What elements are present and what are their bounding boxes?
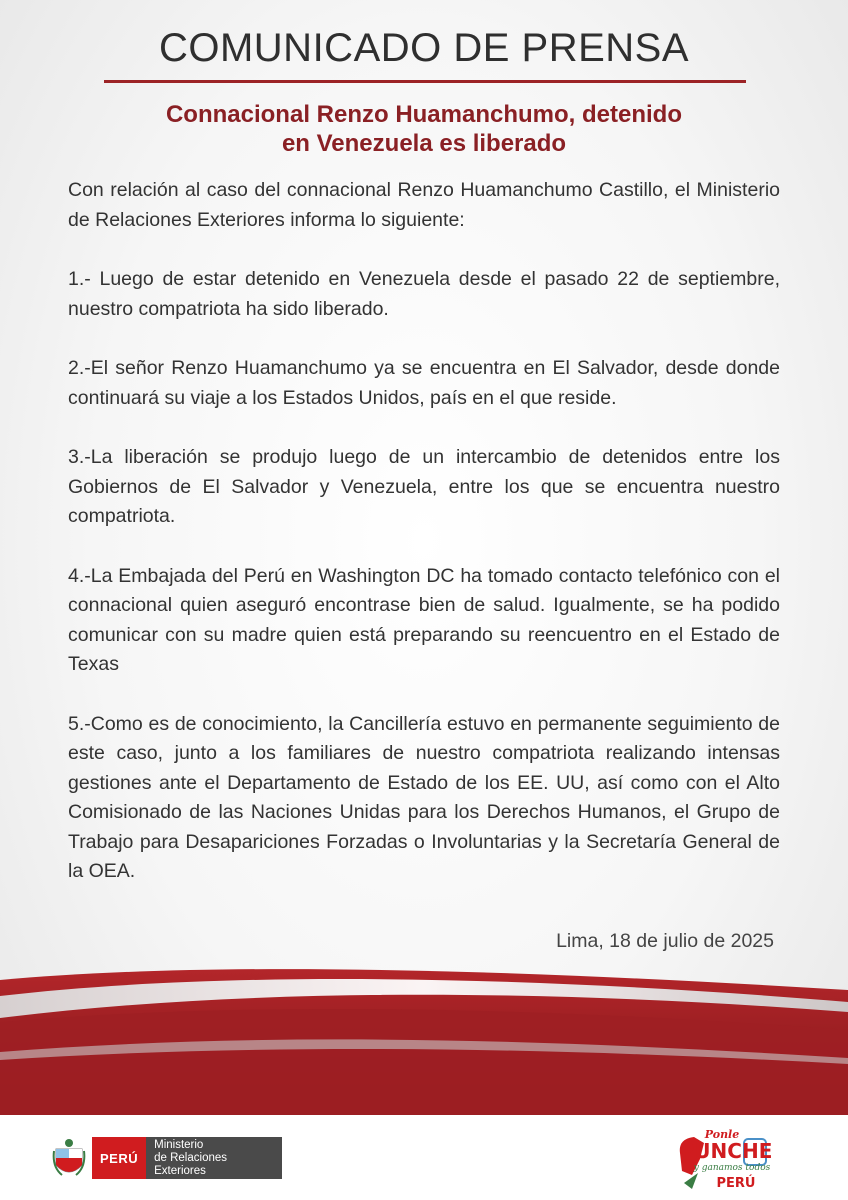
headline xyxy=(90,100,758,158)
title-divider xyxy=(104,80,746,83)
tagline-text: y ganamos todos xyxy=(693,1163,771,1173)
paragraph-5: 5.-Como es de conocimiento, la Cancillería estuvo en permanente seguimiento de este caso, junto a los familiares de nuestro compatriota realizando intensas gestiones ante el Departamento de Estado de los EE. UU, así como con el Alto Comisionado de las Naciones Unidas para los Derechos Humanos, el Grupo de Trabajo para Desapariciones Forzadas o Involuntarias y la Secretaría General de la OEA. xyxy=(68,712,780,882)
paragraph-1: 1.- Luego de estar detenido en Venezuela desde el pasado 22 de septiembre, nuestro compatriota ha sido liberado. xyxy=(68,268,780,320)
punche-text: PUNCHE xyxy=(679,1139,773,1163)
ministry-name xyxy=(146,1137,282,1179)
ponle-punche-peru-logo xyxy=(670,1125,774,1197)
peru-label: PERÚ xyxy=(92,1137,146,1179)
press-release-body xyxy=(68,176,780,887)
ministry-logo xyxy=(52,1137,282,1179)
headline-line-1: Connacional Renzo Huamanchumo, detenido xyxy=(165,101,683,128)
paragraph-3: 3.-La liberación se produjo luego de un intercambio de detenidos entre los Gobiernos de El Salvador y Venezuela, entre los que se encuentra nuestro compatriota. xyxy=(68,446,780,527)
headline-line-2: en Venezuela es liberado xyxy=(281,130,567,157)
paragraph-4: 4.-La Embajada del Perú en Washington DC ha tomado contacto telefónico con el connacional quien aseguró encontrase bien de salud. Igualmente, se ha podido comunicar con su madre quien está preparando su reencuentro en el Estado de Texas xyxy=(68,564,780,675)
dateline: Lima, 18 de julio de 2025 xyxy=(556,930,774,952)
page-title: COMUNICADO DE PRENSA xyxy=(158,26,690,70)
ponle-text: Ponle xyxy=(704,1128,740,1141)
red-wave-decoration xyxy=(0,960,848,1120)
peru-campaign-text: PERÚ xyxy=(716,1176,756,1191)
intro-paragraph: Con relación al caso del connacional Renzo Huamanchumo Castillo, el Ministerio de Relaciones Exteriores informa lo siguiente: xyxy=(68,179,780,231)
peru-coat-of-arms-icon xyxy=(52,1137,86,1179)
ministry-line-1: Ministerio xyxy=(154,1138,204,1151)
footer-bar xyxy=(0,1115,848,1200)
paragraph-2: 2.-El señor Renzo Huamanchumo ya se encuentra en El Salvador, desde donde continuará su viaje a los Estados Unidos, país en el que reside. xyxy=(68,357,780,409)
ministry-line-2: de Relaciones Exteriores xyxy=(154,1151,228,1177)
